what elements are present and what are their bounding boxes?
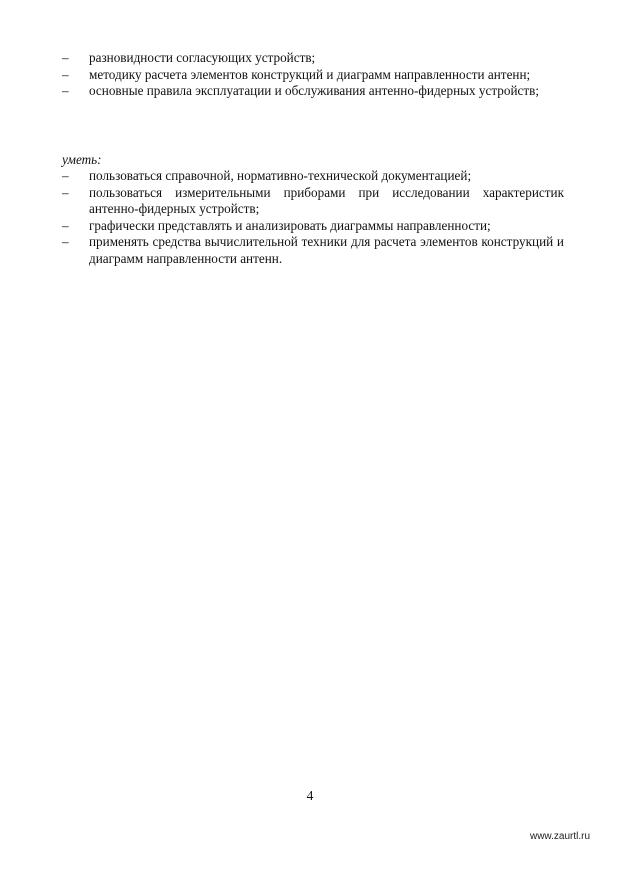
bullet-dash: – — [62, 50, 69, 65]
list-item — [62, 218, 564, 235]
skills-list — [62, 168, 564, 267]
list-item-text: графически представлять и анализировать диаграммы направленности; — [89, 217, 491, 233]
bullet-dash: – — [62, 168, 69, 183]
list-item-text: применять средства вычислительной техники для расчета элементов конструкций и диаграмм направленности антенн. — [89, 234, 564, 266]
list-item-text: основные правила эксплуатации и обслуживания антенно-фидерных устройств; — [89, 83, 540, 98]
list-item — [62, 234, 564, 267]
list-item-text: методику расчета элементов конструкций и диаграмм направленности антенн; — [89, 66, 531, 82]
page-number: 4 — [306, 788, 314, 803]
list-item — [62, 67, 564, 84]
list-item-text: разновидности согласующих устройств; — [89, 50, 316, 65]
bullet-dash: – — [62, 217, 69, 233]
list-item — [62, 185, 564, 218]
list-item — [62, 168, 564, 185]
bullet-dash: – — [62, 234, 69, 249]
bullet-dash: – — [62, 66, 69, 82]
list-item — [62, 50, 564, 67]
list-item — [62, 83, 564, 100]
skills-heading: уметь: — [62, 152, 102, 167]
list-item-text: пользоваться справочной, нормативно-технической документацией; — [89, 168, 472, 183]
watermark-url: www.zaurtl.ru — [529, 831, 590, 842]
list-item-text: пользоваться измерительными приборами при исследовании характеристик антенно-фидерных устройств; — [89, 184, 564, 216]
bullet-dash: – — [62, 184, 69, 200]
knowledge-list — [62, 50, 564, 100]
bullet-dash: – — [62, 83, 69, 98]
